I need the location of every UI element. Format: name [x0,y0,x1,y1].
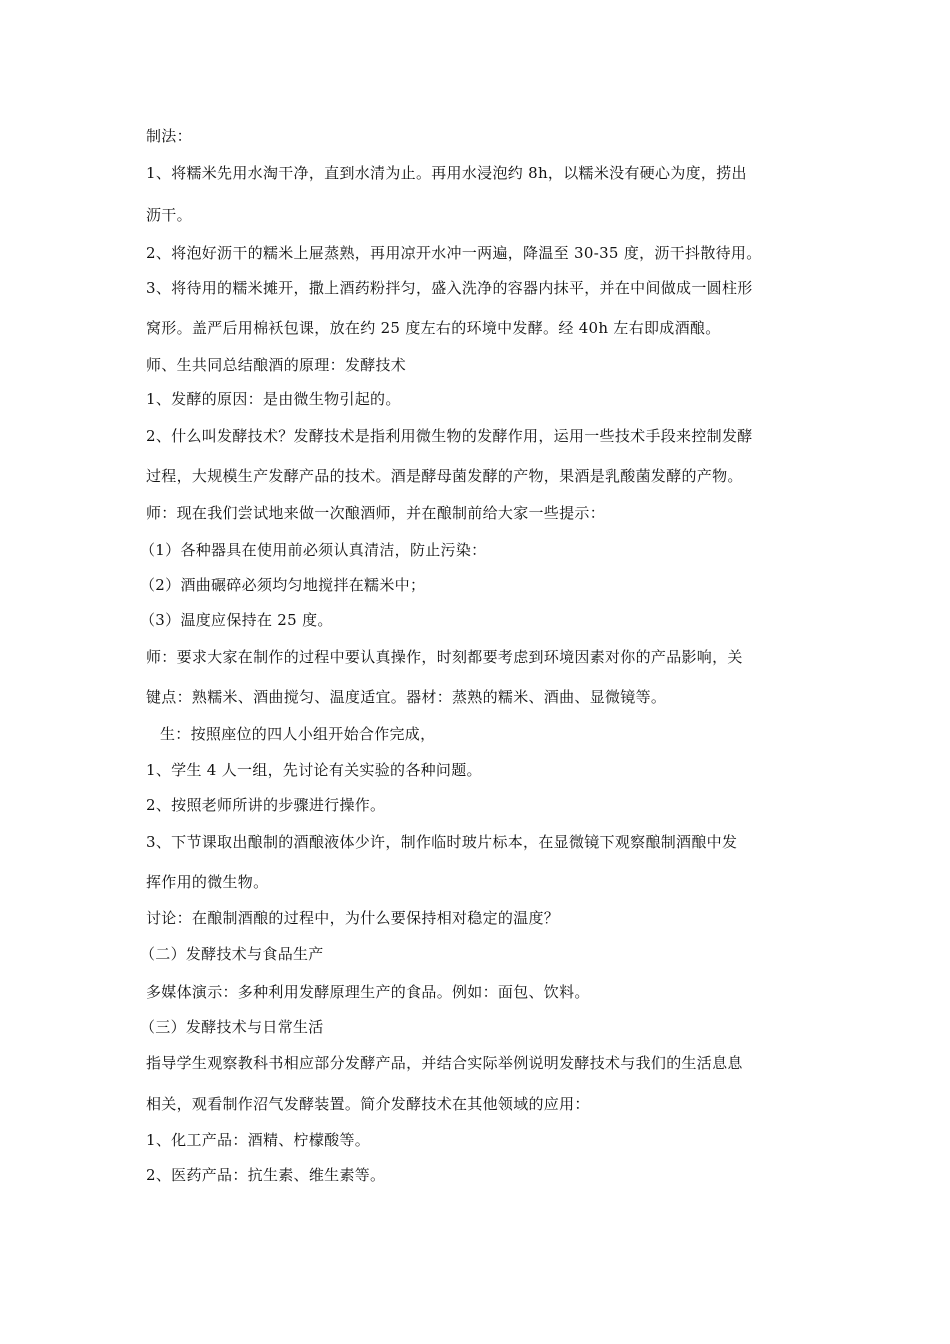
principle-1: 1、发酵的原因：是由微生物引起的。 [146,390,401,408]
student-step-3-line-2: 挥作用的微生物。 [146,873,269,891]
heading-method: 制法： [146,127,192,145]
step-3-line-1: 3、将待用的糯米摊开，撒上酒药粉拌匀，盛入洗净的容器内抹平，并在中间做成一圆柱形 [146,279,753,297]
application-2: 2、医药产品：抗生素、维生素等。 [146,1166,386,1184]
hint-1: （1）各种器具在使用前必须认真清洁，防止污染： [140,541,487,559]
section-2-heading: （二）发酵技术与食品生产 [140,945,324,963]
student-step-1: 1、学生 4 人一组，先讨论有关实验的各种问题。 [146,761,482,779]
step-2: 2、将泡好沥干的糯米上屉蒸熟，再用凉开水冲一两遍，降温至 30-35 度，沥干抖散待用。 [146,244,762,262]
guidance-line-2: 相关，观看制作沼气发酵装置。简介发酵技术在其他领域的应用： [146,1095,590,1113]
discussion-question: 讨论：在酿制酒酿的过程中，为什么要保持相对稳定的温度？ [146,909,560,927]
teacher-hint-intro: 师：现在我们尝试地来做一次酿酒师，并在酿制前给大家一些提示： [146,504,606,522]
step-3-line-2: 窝形。盖严后用棉袄包课，放在约 25 度左右的环境中发酵。经 40h 左右即成酒酿。 [146,319,721,337]
step-1-line-2: 沥干。 [146,206,192,224]
section-3-heading: （三）发酵技术与日常生活 [140,1018,324,1036]
principle-2-line-1: 2、什么叫发酵技术？发酵技术是指利用微生物的发酵作用，运用一些技术手段来控制发酵 [146,427,753,445]
student-step-2: 2、按照老师所讲的步骤进行操作。 [146,796,386,814]
hint-2: （2）酒曲碾碎必须均匀地搅拌在糯米中； [140,576,426,594]
hint-3: （3）温度应保持在 25 度。 [140,611,333,629]
teacher-requirement-line-2: 键点：熟糯米、酒曲搅匀、温度适宜。器材：蒸熟的糯米、酒曲、显微镜等。 [146,688,667,706]
step-1-line-1: 1、将糯米先用水淘干净，直到水清为止。再用水浸泡约 8h，以糯米没有硬心为度，捞出 [146,164,747,182]
principle-2-line-2: 过程，大规模生产发酵产品的技术。酒是酵母菌发酵的产物，果酒是乳酸菌发酵的产物。 [146,467,743,485]
summary-heading: 师、生共同总结酿酒的原理：发酵技术 [146,356,407,374]
application-1: 1、化工产品：酒精、柠檬酸等。 [146,1131,371,1149]
student-intro: 生：按照座位的四人小组开始合作完成， [160,725,436,743]
teacher-requirement-line-1: 师：要求大家在制作的过程中要认真操作，时刻都要考虑到环境因素对你的产品影响，关 [146,648,743,666]
guidance-line-1: 指导学生观察教科书相应部分发酵产品，并结合实际举例说明发酵技术与我们的生活息息 [146,1054,743,1072]
student-step-3-line-1: 3、下节课取出酿制的酒酿液体少许，制作临时玻片标本，在显微镜下观察酿制酒酿中发 [146,833,738,851]
multimedia-demo: 多媒体演示：多种利用发酵原理生产的食品。例如：面包、饮料。 [146,983,590,1001]
